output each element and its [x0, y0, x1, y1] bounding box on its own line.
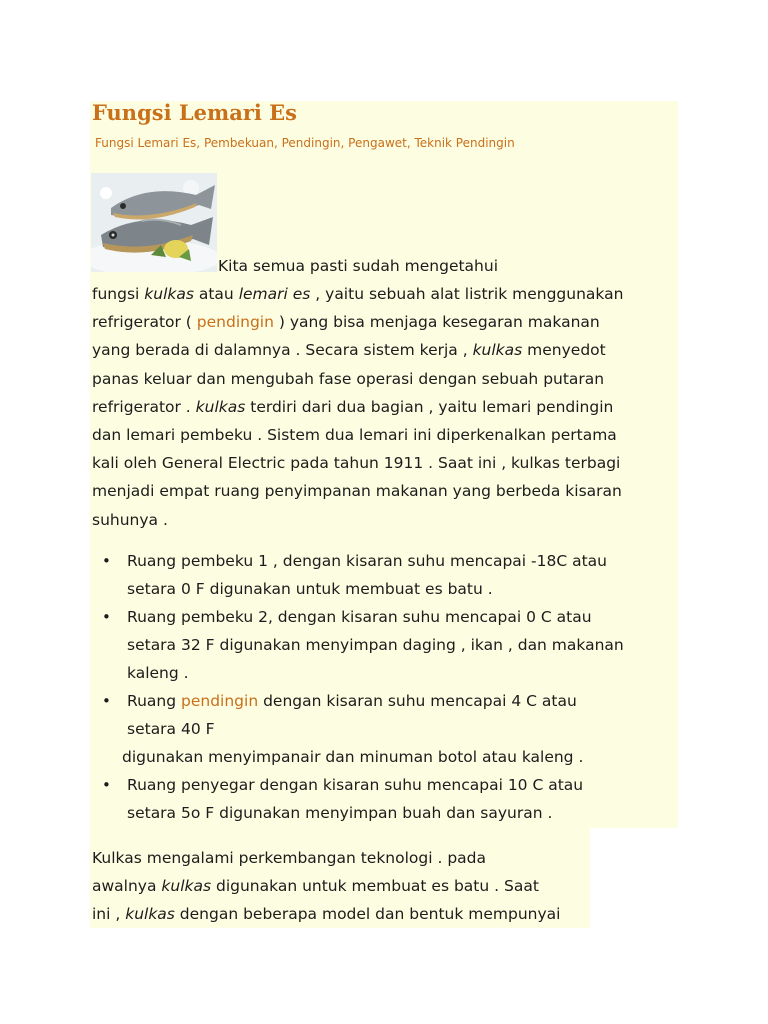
tag-link[interactable]: Pendingin — [281, 136, 341, 150]
tag-link[interactable]: Teknik Pendingin — [414, 136, 515, 150]
paragraph-first-line: Kita semua pasti sudah mengetahui — [218, 257, 499, 275]
pendingin-link[interactable]: pendingin — [196, 313, 274, 332]
tag-list: Fungsi Lemari Es, Pembekuan, Pendingin, Pengawet, Teknik Pendingin — [95, 136, 515, 150]
tag-link[interactable]: Pembekuan — [203, 136, 274, 150]
storage-compartment-list — [92, 547, 624, 827]
article-title: Fungsi Lemari Es — [92, 100, 298, 125]
list-item: • Ruang penyegar dengan kisaran suhu mencapai 10 C atau setara 5o F digunakan menyimpan buah dan sayuran . — [102, 776, 584, 822]
list-item: • Ruang pembeku 2, dengan kisaran suhu mencapai 0 C atau setara 32 F digunakan menyimpan daging , ikan , dan makanan kaleng . — [102, 608, 624, 682]
list-item: • Ruang pendingin dengan kisaran suhu mencapai 4 C atau setara 40 F digunakan menyimpanair dan minuman botol atau kaleng . — [102, 692, 584, 766]
intro-paragraph: fungsi kulkas atau lemari es , yaitu sebuah alat listrik menggunakan refrigerator ( pendingin ) yang bisa menjaga kesegaran makanan yang berada di dalamnya . Secara sistem kerja , kulkas menyedot panas keluar dan mengubah fase operasi dengan sebuah putaran refrigerator . kulkas terdiri dari dua bagian , yaitu lemari pendingin dan lemari pembeku . Sistem dua lemari ini diperkenalkan pertama kali oleh General Electric pada tahun 1911 . Saat ini , kulkas terbagi menjadi empat ruang penyimpanan makanan yang berbeda kisaran suhunya . — [92, 285, 624, 529]
development-paragraph: Kulkas mengalami perkembangan teknologi . pada awalnya kulkas digunakan untuk membuat es batu . Saat ini , kulkas dengan beberapa model dan bentuk mempunyai — [92, 849, 561, 924]
pendingin-link[interactable]: pendingin — [181, 692, 259, 710]
list-item: • Ruang pembeku 1 , dengan kisaran suhu mencapai -18C atau setara 0 F digunakan untuk membuat es batu . — [102, 552, 607, 598]
tag-link[interactable]: Pengawet — [348, 136, 407, 150]
tag-link[interactable]: Fungsi Lemari Es — [95, 136, 197, 150]
fish-photo-icon — [91, 173, 217, 272]
